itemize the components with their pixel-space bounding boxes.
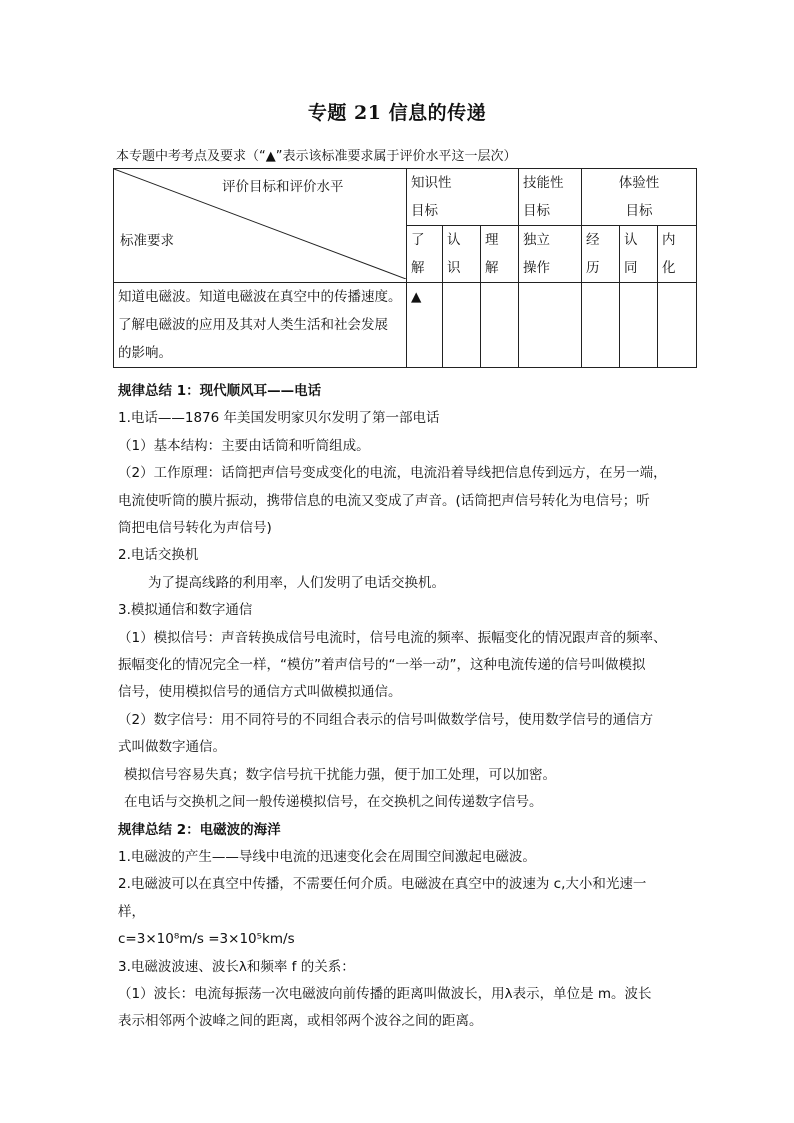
empty-cell — [443, 283, 481, 368]
sub-header-cell: 了 解 — [407, 226, 443, 283]
paragraph-line: 振幅变化的情况完全一样，“模仿”着声信号的“一举一动”，这种电流传递的信号叫做模拟 — [118, 657, 646, 674]
group-skill-header: 技能性 目标 — [519, 169, 582, 226]
paragraph-line: （2）数字信号：用不同符号的不同组合表示的信号叫做数学信号，使用数学信号的通信方 — [118, 711, 654, 728]
empty-cell — [582, 283, 620, 368]
paragraph-line: （2）工作原理：话筒把声信号变成变化的电流，电流沿着导线把信息传到远方，在另一端， — [118, 465, 667, 482]
sub-header-cell: 经 历 — [582, 226, 620, 283]
empty-cell — [519, 283, 582, 368]
requirements-table — [113, 168, 697, 368]
paragraph-line: c=3×10⁸m/s =3×10⁵km/s — [118, 931, 295, 948]
paragraph-line: 模拟信号容易失真；数字信号抗干扰能力强，便于加工处理，可以加密。 — [124, 766, 556, 783]
group-knowledge-header: 知识性 目标 — [407, 169, 519, 226]
paragraph-line: 在电话与交换机之间一般传递模拟信号，在交换机之间传递数字信号。 — [124, 794, 543, 811]
paragraph-line: 为了提高线路的利用率，人们发明了电话交换机。 — [148, 574, 445, 591]
empty-cell — [481, 283, 519, 368]
paragraph-line: 1.电磁波的产生——导线中电流的迅速变化会在周围空间激起电磁波。 — [118, 848, 536, 865]
page-title: 专题 21 信息的传递 — [307, 102, 487, 124]
paragraph-line: 信号，使用模拟信号的通信方式叫做模拟通信。 — [118, 684, 402, 701]
paragraph-line: 式叫做数字通信。 — [118, 739, 226, 756]
sub-header-cell: 认 同 — [620, 226, 658, 283]
paragraph-line: （1）波长：电流每振荡一次电磁波向前传播的距离叫做波长，用λ表示，单位是 m。波长 — [118, 985, 652, 1002]
paragraph-line: 表示相邻两个波峰之间的距离，或相邻两个波谷之间的距离。 — [118, 1013, 483, 1030]
empty-cell — [620, 283, 658, 368]
corner-bottom-label: 标准要求 — [120, 233, 174, 249]
sub-header-cell: 理 解 — [481, 226, 519, 283]
corner-top-label: 评价目标和评价水平 — [222, 179, 344, 195]
section-heading: 规律总结 2：电磁波的海洋 — [118, 821, 281, 838]
paragraph-line: （1）基本结构：主要由话筒和听筒组成。 — [118, 437, 370, 454]
level-mark-cell: ▲ — [407, 283, 443, 368]
paragraph-line: 1.电话——1876 年美国发明家贝尔发明了第一部电话 — [118, 410, 440, 427]
sub-header-cell: 独立 操作 — [519, 226, 582, 283]
paragraph-line: 电流使听筒的膜片振动，携带信息的电流又变成了声音。(话筒把声信号转化为电信号；听 — [118, 492, 650, 509]
paragraph-line: 样， — [118, 903, 145, 920]
standard-text-cell: 知道电磁波。知道电磁波在真空中的传播速度。 了解电磁波的应用及其对人类生活和社会发展 的影响。 — [114, 283, 407, 368]
paragraph-line: 筒把电信号转化为声信号) — [118, 520, 272, 537]
sub-header-cell: 内 化 — [658, 226, 697, 283]
paragraph-line: （1）模拟信号：声音转换成信号电流时，信号电流的频率、振幅变化的情况跟声音的频率、 — [118, 629, 667, 646]
body-text — [118, 378, 680, 1036]
group-experience-header: 体验性 目标 — [582, 169, 697, 226]
intro-line: 本专题中考考点及要求（“▲”表示该标准要求属于评价水平这一层次） — [116, 149, 517, 164]
section-heading: 规律总结 1：现代顺风耳——电话 — [118, 383, 322, 399]
empty-cell — [658, 283, 697, 368]
sub-header-cell: 认 识 — [443, 226, 481, 283]
paragraph-line: 2.电话交换机 — [118, 547, 199, 564]
table-corner-cell — [114, 169, 407, 283]
paragraph-line: 2.电磁波可以在真空中传播，不需要任何介质。电磁波在真空中的波速为 c,大小和光速一 — [118, 876, 647, 893]
paragraph-line: 3.模拟通信和数字通信 — [118, 602, 253, 619]
paragraph-line: 3.电磁波波速、波长λ和频率 f 的关系： — [118, 958, 355, 975]
